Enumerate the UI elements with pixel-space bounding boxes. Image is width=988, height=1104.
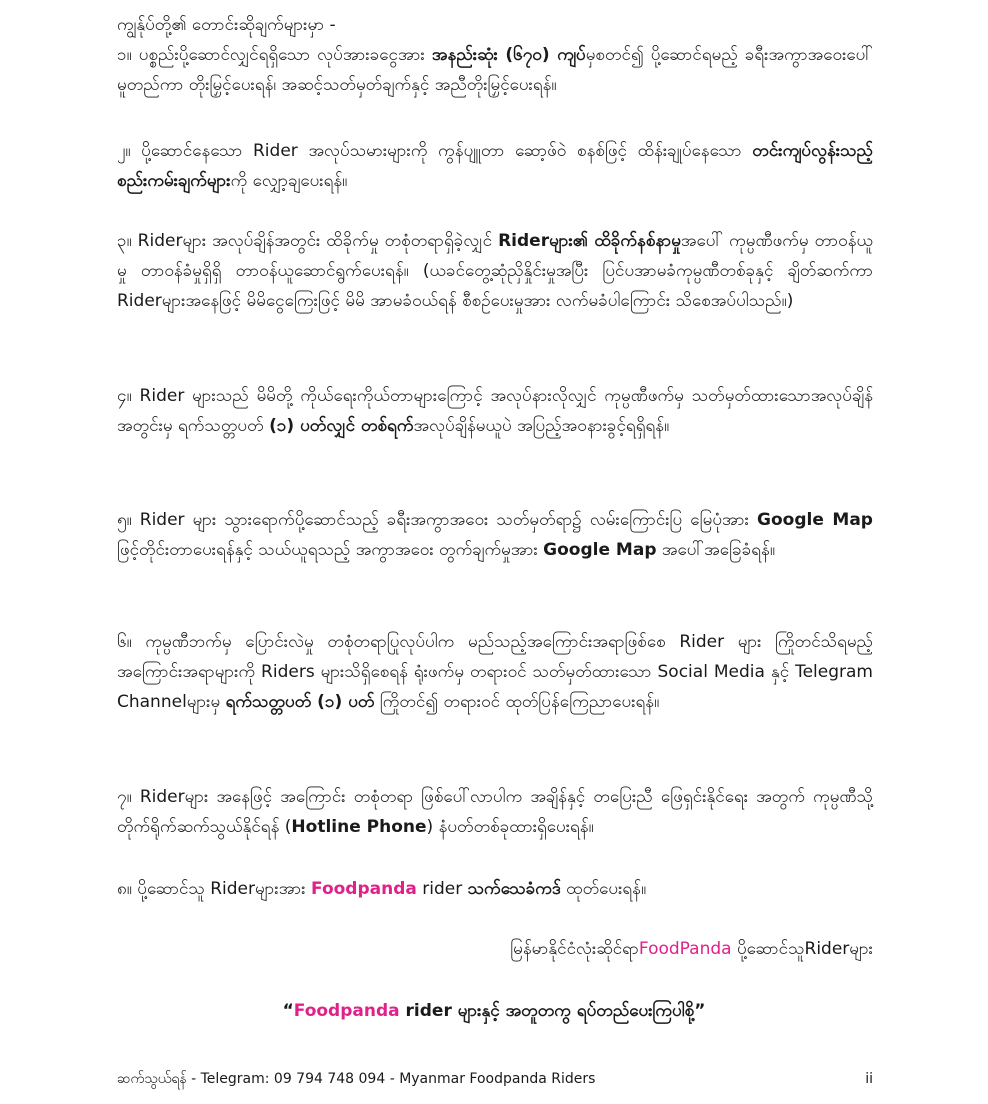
text: အပေါ် ကုမ္ပဏီဖက်မှ တာဝန်ယူမှု တာဝန်ခံမှုရှိရှိ တာဝန်ယူဆောင်ရွက်ပေးရန်။ (ယခင်တွေ့ဆုံညှိနှိုင်းမှုအပြီး ပြင်ပအာမခံကုမ္ပဏီတစ်ခုနှင့် ချိတ်ဆက်ကာ Riderများအနေဖြင့် မိမိငွေကြေးဖြင့် မိမိ အာမခံဝယ်ရန် စီစဥ်ပေးမှုအား လက်မခံပါကြောင်း သိစေအပ်ပါသည်။) [117, 231, 874, 311]
bold-text: Google Map [543, 540, 657, 560]
demand-item-6 [117, 627, 873, 717]
footer-contact: ဆက်သွယ်ရန် - Telegram: 09 794 748 094 - Myanmar Foodpanda Riders [117, 1071, 596, 1087]
bold-text: အနည်းဆုံး (၆၇၀) ကျပ် [431, 45, 586, 65]
page-number: ii [865, 1071, 873, 1087]
text: ၈။ ပို့ဆောင်သူ Riderများအား [117, 879, 312, 899]
intro-heading: ကျွန်ုပ်တို့၏ တောင်းဆိုချက်များမှာ - [117, 15, 336, 35]
slogan: “Foodpanda rider များနှင့် အတူတကွ ရပ်တည်ပေးကြပါစို့” [282, 1001, 706, 1021]
brand-text: FoodPanda [638, 939, 732, 959]
bold-text: Hotline Phone [291, 817, 427, 837]
demand-item-5 [117, 505, 873, 565]
text: rider [416, 879, 468, 899]
text: ထုတ်ပေးရန်။ [560, 879, 647, 899]
text: ၄။ Rider များသည် မိမိတို့ ကိုယ်ရေးကိုယ်တာများကြောင့် အလုပ်နားလိုလျှင် ကုမ္ပဏီဖက်မှ သတ်မှတ်ထားသောအလုပ်ချိန်အတွင်းမှ ရက်သတ္တပတ် [117, 386, 873, 436]
bold-text: ရက်သတ္တပတ် (၁) ပတ် [225, 692, 375, 712]
brand-text: Foodpanda [293, 1001, 400, 1021]
demand-item-8 [117, 874, 873, 904]
text: ကို လျှော့ချပေးရန်။ [230, 171, 348, 191]
demand-item-4 [117, 381, 873, 441]
text: ၅။ Rider များ သွားရောက်ပို့ဆောင်သည့် ခရီးအကွာအဝေး သတ်မှတ်ရာ၌ လမ်းကြောင်းပြ မြေပုံအား [117, 510, 758, 530]
text: ၂။ ပို့ဆောင်နေသော Rider အလုပ်သမားများကို ကွန်ပျူတာ ဆော့ဖ်ဝဲ စနစ်ဖြင့် ထိန်းချုပ်နေသော [117, 141, 753, 161]
bold-text: Google Map [757, 510, 873, 530]
text: ၃။ Riderများ အလုပ်ချိန်အတွင်း ထိခိုက်မှု တစုံတရာရှိခဲ့လျှင် [117, 231, 499, 251]
text: ) နံပတ်တစ်ခုထားရှိပေးရန်။ [426, 817, 594, 837]
bold-text: Riderများ၏ ထိခိုက်နစ်နာမှု [498, 231, 681, 251]
text: ၇။ Riderများ အနေဖြင့် အကြောင်း တစုံတရာ ဖြစ်ပေါ်လာပါက အချိန်နှင့် တပြေးညီ ဖြေရှင်းနိုင်ရေး အတွက် ကုမ္ပဏီသို့ တိုက်ရိုက်ဆက်သွယ်နိုင်ရန် ( [117, 787, 873, 837]
text: အပေါ်အခြေခံရန်။ [656, 540, 775, 560]
text: မှစတင်၍ ပို့ဆောင်ရမည့် ခရီးအကွာအဝေးပေါ်မူတည်ကာ တိုးမြှင့်ပေးရန်၊ အဆင့်သတ်မှတ်ချက်နှင့် အညီတိုးမြှင့်ပေးရန်။ [117, 45, 873, 95]
text: ၁။ ပစ္စည်းပို့ဆောင်လျှင်ရရှိသော လုပ်အားခငွေအား [117, 45, 432, 65]
demand-item-2 [117, 136, 873, 196]
demand-item-7 [117, 782, 873, 842]
demand-item-3 [117, 226, 873, 316]
signature: မြန်မာနိုင်ငံလုံးဆိုင်ရာFoodPanda ပို့ဆောင်သူRiderများ [510, 939, 873, 959]
demand-item-1 [117, 40, 873, 100]
text: ၆။ ကုမ္ပဏီဘက်မှ ပြောင်းလဲမှု တစုံတရာပြုလုပ်ပါက မည်သည့်အကြောင်းအရာဖြစ်စေ Rider များ ကြိုတင်သိရမည့် အကြောင်းအရာများကို Riders များသိရှိစေရန် ရုံးဖက်မှ တရားဝင် သတ်မှတ်ထားသော Social Media နှင့် Telegram Channelများမှ [117, 632, 873, 712]
bold-text: (၁) ပတ်လျှင် တစ်ရက် [269, 416, 414, 436]
text: အလုပ်ချိန်မယူပဲ အပြည့်အဝနားခွင့်ရရှိရန်။ [413, 416, 670, 436]
bold-text: သက်သေခံကဒ် [467, 879, 561, 899]
text: ဖြင့်တိုင်းတာပေးရန်နှင့် သယ်ယူရသည့် အကွာအဝေး တွက်ချက်မှုအား [117, 540, 544, 560]
bold-text: တင်းကျပ်လွန်းသည့် စည်းကမ်းချက်များ [117, 141, 873, 191]
brand-text: Foodpanda [311, 879, 417, 899]
text: ကြိုတင်၍ တရားဝင် ထုတ်ပြန်ကြေညာပေးရန်။ [374, 692, 660, 712]
